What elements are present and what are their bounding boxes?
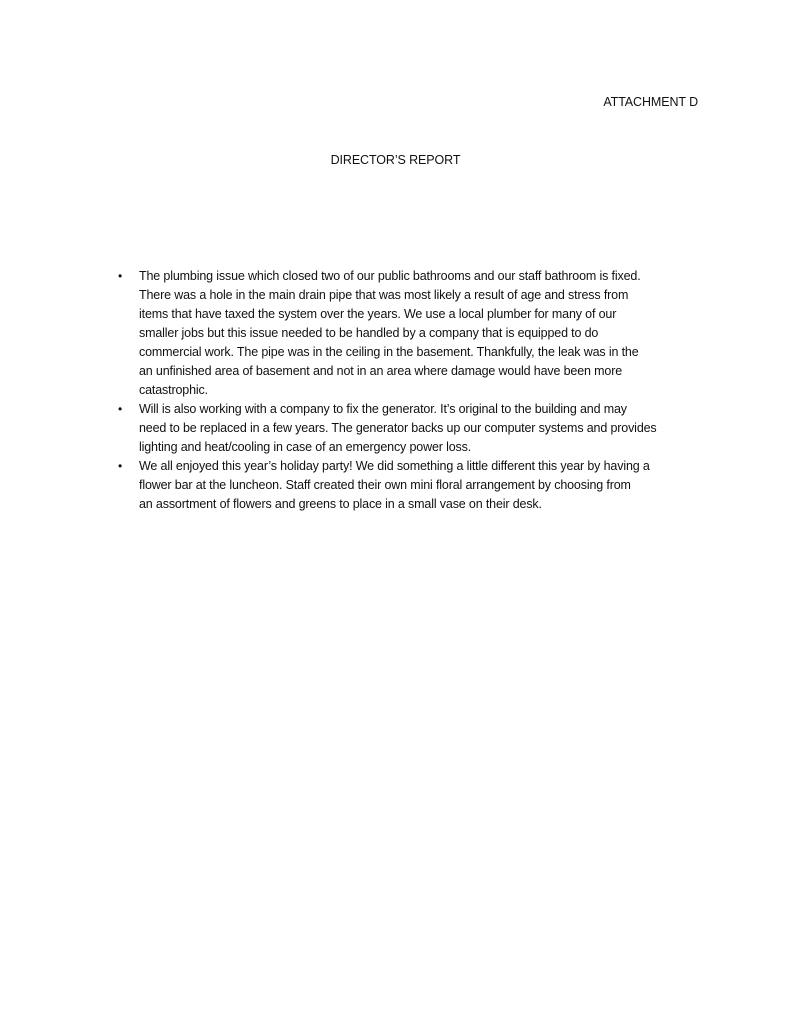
list-item-holiday-party bbox=[118, 457, 708, 514]
report-title: DIRECTOR’S REPORT bbox=[330, 153, 461, 167]
paragraph-line: items that have taxed the system over the years. We use a local plumber for many of our bbox=[139, 307, 617, 321]
paragraph-line: The plumbing issue which closed two of our public bathrooms and our staff bathroom is fixed. bbox=[139, 269, 641, 283]
paragraph-line: an unfinished area of basement and not in an area where damage would have been more bbox=[139, 364, 623, 378]
list-item-plumbing bbox=[118, 267, 708, 400]
paragraph-line: catastrophic. bbox=[139, 383, 208, 397]
bullet-icon: • bbox=[118, 459, 123, 473]
paragraph-line: an assortment of flowers and greens to place in a small vase on their desk. bbox=[139, 497, 542, 511]
paragraph-line: lighting and heat/cooling in case of an emergency power loss. bbox=[139, 440, 472, 454]
bullet-icon: • bbox=[118, 402, 123, 416]
attachment-label: ATTACHMENT D bbox=[603, 95, 698, 109]
paragraph-line: flower bar at the luncheon. Staff created their own mini floral arrangement by choosing from bbox=[139, 478, 631, 492]
bullet-icon: • bbox=[118, 269, 123, 283]
paragraph-line: There was a hole in the main drain pipe that was most likely a result of age and stress from bbox=[139, 288, 629, 302]
report-bullet-list bbox=[118, 267, 708, 514]
paragraph-line: Will is also working with a company to fix the generator. It’s original to the building and may bbox=[139, 402, 627, 416]
list-item-generator bbox=[118, 400, 708, 457]
paragraph-line: commercial work. The pipe was in the ceiling in the basement. Thankfully, the leak was in the bbox=[139, 345, 639, 359]
paragraph-line: smaller jobs but this issue needed to be handled by a company that is equipped to do bbox=[139, 326, 599, 340]
paragraph-line: need to be replaced in a few years. The generator backs up our computer systems and provides bbox=[139, 421, 657, 435]
paragraph-line: We all enjoyed this year’s holiday party! We did something a little different this year by having a bbox=[139, 459, 650, 473]
